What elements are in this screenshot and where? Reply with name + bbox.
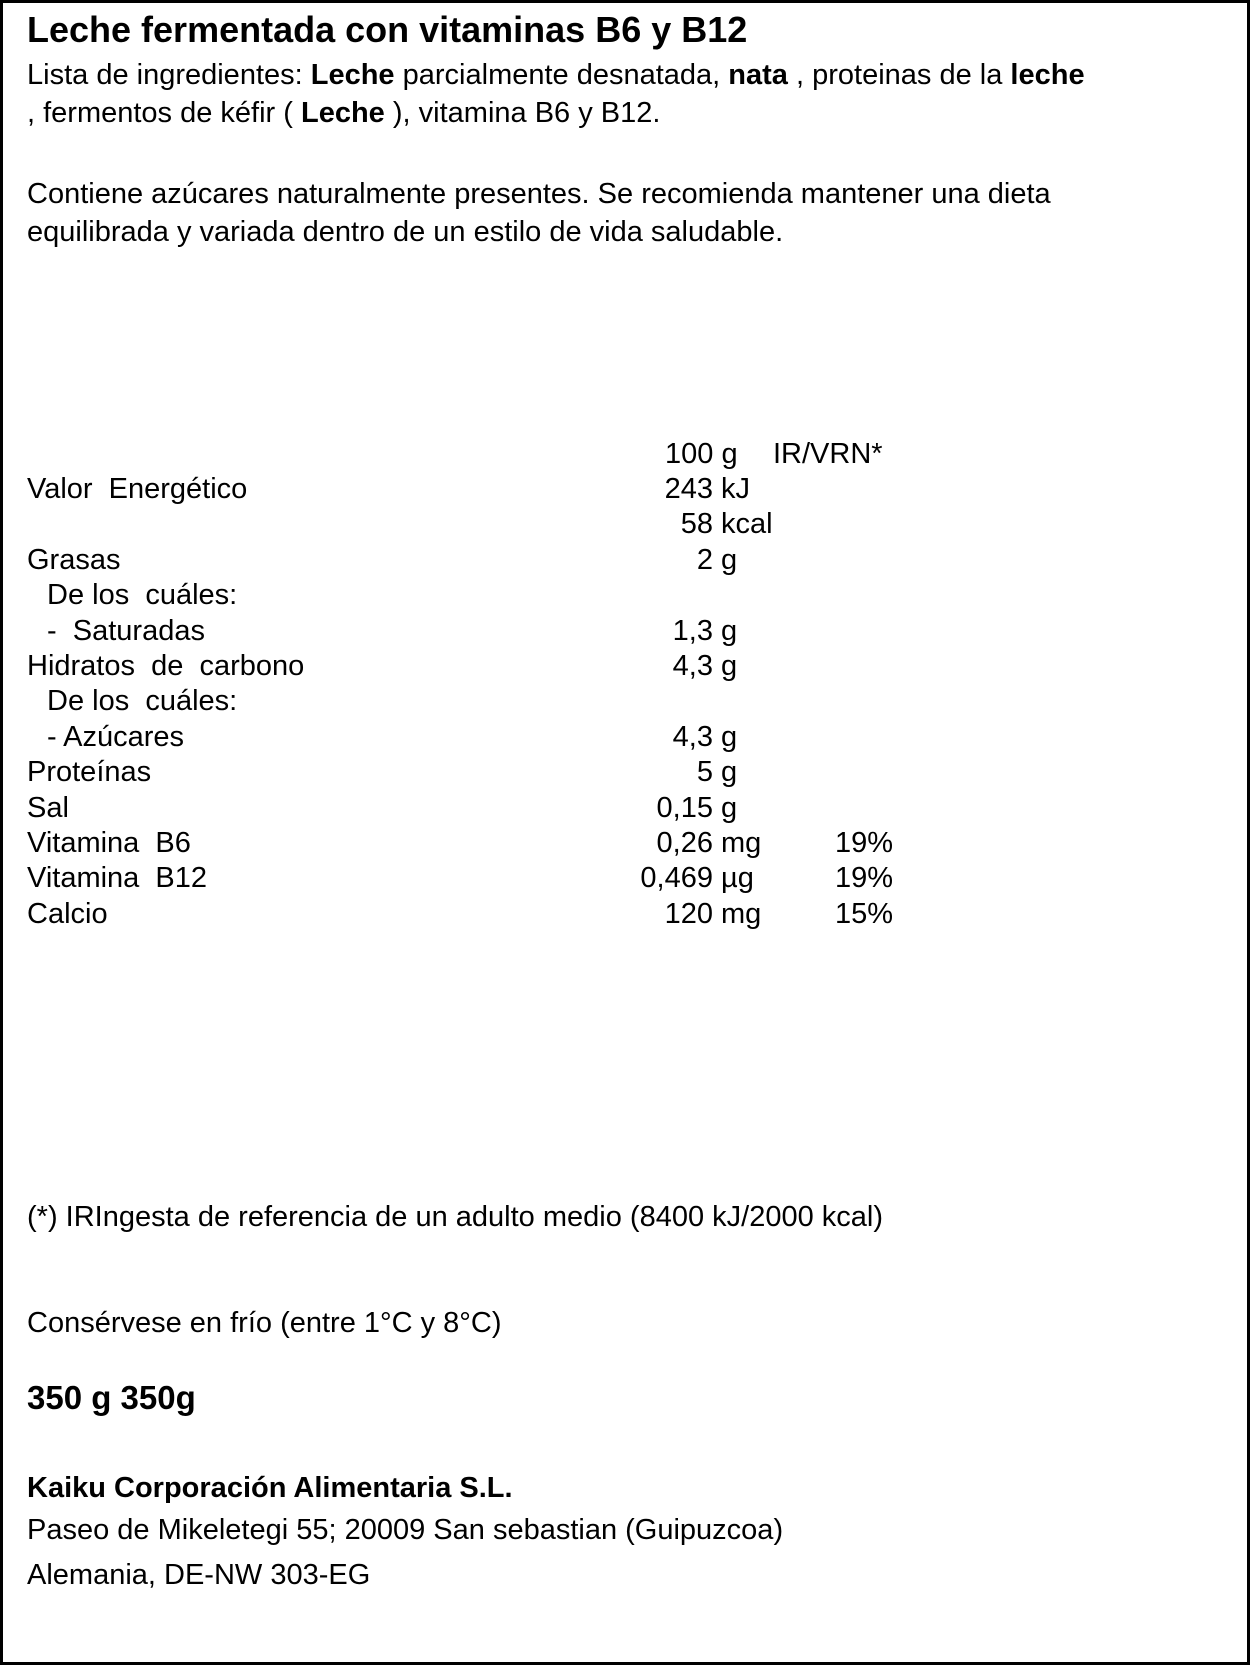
- nutrient-name: Vitamina B12: [27, 862, 208, 895]
- nutrient-value: 0,469: [640, 862, 713, 895]
- nutrient-name: Calcio: [27, 897, 108, 930]
- nutrition-row: [3, 542, 1247, 579]
- nutrition-row: [3, 683, 1247, 720]
- ingredient-text: ), vitamina B6 y B12.: [384, 97, 661, 129]
- company-address-line-2: Alemania, DE-NW 303-EG: [27, 1559, 371, 1591]
- nutrient-name: - Saturadas: [47, 614, 205, 647]
- nutrient-name: Vitamina B6: [27, 827, 191, 859]
- sugars-note-line-2: equilibrada y variada dentro de un estilo de vida saludable.: [27, 216, 784, 248]
- nutrient-reference-percent: 19%: [834, 827, 893, 859]
- nutrition-row: [3, 825, 1247, 862]
- nutrient-value: 120: [664, 897, 713, 930]
- nutrition-row: [3, 613, 1247, 650]
- nutrition-row: [3, 577, 1247, 614]
- storage-instructions: Consérvese en frío (entre 1°C y 8°C): [27, 1307, 502, 1339]
- reference-intake-footnote: (*) IRIngesta de referencia de un adulto medio (8400 kJ/2000 kcal): [27, 1201, 883, 1233]
- allergen-highlight: nata: [728, 59, 788, 91]
- nutrient-value: 243: [664, 473, 713, 505]
- nutrition-row: [3, 860, 1247, 897]
- nutrient-value: 0,26: [656, 827, 713, 859]
- nutrient-value: 0,15: [656, 791, 713, 824]
- nutrition-row: [3, 471, 1247, 508]
- allergen-highlight: Leche: [310, 59, 395, 91]
- nutrient-unit: kJ: [721, 473, 750, 505]
- nutrition-header-row: [3, 436, 1247, 473]
- nutrient-unit: µg: [721, 862, 754, 895]
- nutrient-name: Grasas: [27, 543, 121, 576]
- nutrition-row: [3, 719, 1247, 756]
- company-name: Kaiku Corporación Alimentaria S.L.: [27, 1472, 513, 1504]
- net-weight: 350 g 350g: [27, 1379, 196, 1416]
- nutrient-reference-percent: 19%: [834, 862, 893, 895]
- nutrient-value: 4,3: [672, 650, 713, 682]
- nutrition-row: [3, 754, 1247, 791]
- nutrition-header-quantity: 100 g: [665, 438, 738, 470]
- nutrient-unit: mg: [721, 897, 762, 930]
- nutrition-row: [3, 648, 1247, 685]
- ingredient-text: Lista de ingredientes:: [27, 59, 311, 91]
- allergen-highlight: leche: [1010, 59, 1085, 91]
- nutrition-header-ir: IR/VRN*: [773, 438, 883, 470]
- product-title: Leche fermentada con vitaminas B6 y B12: [27, 9, 748, 50]
- nutrient-unit: g: [721, 543, 738, 576]
- nutrition-row: [3, 896, 1247, 933]
- nutrient-unit: g: [721, 756, 738, 789]
- nutrition-row: [3, 506, 1247, 543]
- nutrient-unit: kcal: [721, 508, 773, 541]
- nutrient-unit: g: [721, 614, 738, 647]
- nutrient-name: De los cuáles:: [47, 685, 238, 718]
- nutrition-row: [3, 790, 1247, 827]
- nutrient-value: 58: [680, 508, 713, 541]
- ingredient-text: , proteinas de la: [787, 59, 1011, 91]
- nutrient-value: 1,3: [672, 614, 713, 647]
- company-address-line-1: Paseo de Mikeletegi 55; 20009 San sebastian (Guipuzcoa): [27, 1514, 784, 1546]
- nutrient-value: 5: [696, 756, 713, 789]
- nutrient-unit: g: [721, 720, 738, 753]
- nutrient-name: Proteínas: [27, 756, 152, 789]
- nutrient-name: Hidratos de carbono: [27, 650, 305, 682]
- nutrient-value: 2: [696, 543, 713, 576]
- nutrient-name: De los cuáles:: [47, 579, 238, 612]
- nutrient-name: Sal: [27, 791, 69, 824]
- nutrient-unit: mg: [721, 827, 762, 859]
- nutrient-reference-percent: 15%: [834, 897, 893, 930]
- nutrient-name: Valor Energético: [27, 473, 248, 505]
- allergen-highlight: Leche: [301, 97, 385, 129]
- ingredient-text: , fermentos de kéfir (: [27, 97, 301, 129]
- nutrient-value: 4,3: [672, 720, 713, 753]
- ingredient-text: parcialmente desnatada,: [394, 59, 729, 91]
- nutrient-unit: g: [721, 791, 738, 824]
- nutrient-unit: g: [721, 650, 738, 682]
- nutrient-name: - Azúcares: [47, 720, 184, 753]
- sugars-note-line-1: Contiene azúcares naturalmente presentes. Se recomienda mantener una dieta: [27, 178, 1051, 210]
